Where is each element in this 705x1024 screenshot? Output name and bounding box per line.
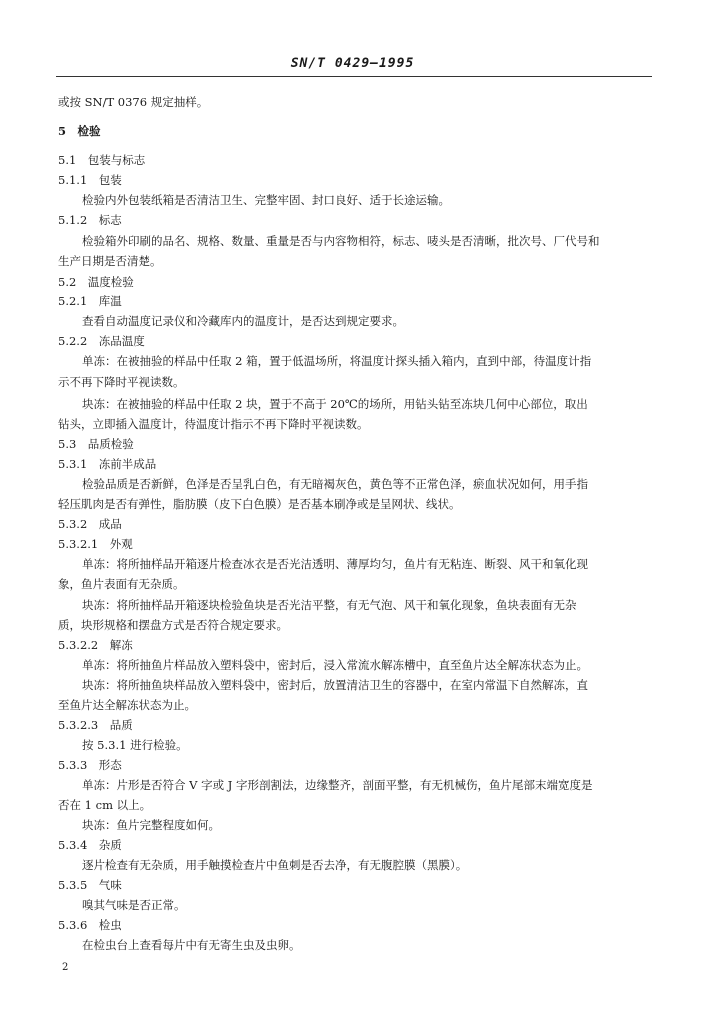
section-heading: 5.3.3 形态 bbox=[58, 758, 122, 772]
text-line: 块冻：将所抽鱼块样品放入塑料袋中，密封后，放置清洁卫生的容器中，在室内常温下自然解冻，直 bbox=[82, 678, 588, 692]
text-line: 单冻：在被抽验的样品中任取 2 箱，置于低温场所，将温度计探头插入箱内，直到中部，待温度计指 bbox=[82, 354, 592, 368]
text-line: 在检虫台上查看每片中有无寄生虫及虫卵。 bbox=[82, 938, 301, 952]
text-line: 检验箱外印刷的品名、规格、数量、重量是否与内容物相符，标志、唛头是否清晰，批次号、厂代号和 bbox=[82, 234, 600, 248]
section-heading: 5.2.1 库温 bbox=[58, 294, 122, 308]
text-line: 否在 1 cm 以上。 bbox=[58, 798, 152, 812]
section-heading: 5.3.5 气味 bbox=[58, 878, 122, 892]
standard-code-header: SN/T 0429—1995 bbox=[290, 56, 415, 71]
section-heading: 5.3.1 冻前半成品 bbox=[58, 457, 157, 471]
text-line: 生产日期是否清楚。 bbox=[58, 254, 162, 268]
text-line: 象，鱼片表面有无杂质。 bbox=[58, 577, 185, 591]
section-heading: 5.3.4 杂质 bbox=[58, 838, 122, 852]
header-rule bbox=[56, 76, 652, 77]
page-number: 2 bbox=[62, 962, 69, 973]
text-line: 按 5.3.1 进行检验。 bbox=[82, 738, 188, 752]
section-heading: 5.3.2.3 品质 bbox=[58, 718, 133, 732]
text-line: 块冻：鱼片完整程度如何。 bbox=[82, 818, 220, 832]
text-line: 钻头，立即插入温度计，待温度计指示不再下降时平视读数。 bbox=[58, 417, 369, 431]
section-heading: 5.3.2.2 解冻 bbox=[58, 638, 133, 652]
text-line: 示不再下降时平视读数。 bbox=[58, 375, 185, 389]
section-heading: 5.3 品质检验 bbox=[58, 437, 134, 451]
text-line: 单冻：将所抽样品开箱逐片检查冰衣是否光洁透明、薄厚均匀，鱼片有无粘连、断裂、风干和氧化现 bbox=[82, 557, 588, 571]
section-heading: 5.2.2 冻品温度 bbox=[58, 334, 145, 348]
text-line: 检验内外包装纸箱是否清洁卫生、完整牢固、封口良好、适于长途运输。 bbox=[82, 193, 450, 207]
text-line: 质，块形规格和摆盘方式是否符合规定要求。 bbox=[58, 618, 288, 632]
text-line: 单冻：片形是否符合 V 字或 J 字形剖割法，边缘整齐，剖面平整，有无机械伤，鱼片尾部末端宽度是 bbox=[82, 778, 593, 792]
section-heading: 5.1.2 标志 bbox=[58, 213, 122, 227]
section-heading: 5.3.2.1 外观 bbox=[58, 537, 133, 551]
text-line: 或按 SN/T 0376 规定抽样。 bbox=[58, 95, 209, 109]
text-line: 逐片检查有无杂质，用手触摸检查片中鱼刺是否去净，有无腹腔膜（黑膜）。 bbox=[82, 858, 468, 872]
section-heading: 5.1.1 包装 bbox=[58, 173, 122, 187]
text-line: 至鱼片达全解冻状态为止。 bbox=[58, 698, 196, 712]
section-heading: 5.3.6 检虫 bbox=[58, 918, 122, 932]
text-line: 查看自动温度记录仪和冷藏库内的温度计，是否达到规定要求。 bbox=[82, 314, 404, 328]
section-heading: 5 检验 bbox=[58, 124, 101, 138]
section-heading: 5.1 包装与标志 bbox=[58, 153, 146, 167]
text-line: 嗅其气味是否正常。 bbox=[82, 898, 186, 912]
text-line: 块冻：在被抽验的样品中任取 2 块，置于不高于 20℃的场所，用钻头钻至冻块几何中心部位，取出 bbox=[82, 397, 588, 411]
text-line: 单冻：将所抽鱼片样品放入塑料袋中，密封后，浸入常流水解冻槽中，直至鱼片达全解冻状态为止。 bbox=[82, 658, 588, 672]
text-line: 检验品质是否新鲜，色泽是否呈乳白色，有无暗褐灰色，黄色等不正常色泽，瘀血状况如何，用手指 bbox=[82, 477, 588, 491]
section-heading: 5.2 温度检验 bbox=[58, 275, 134, 289]
text-line: 块冻：将所抽样品开箱逐块检验鱼块是否光洁平整，有无气泡、风干和氧化现象，鱼块表面有无杂 bbox=[82, 598, 577, 612]
text-line: 轻压肌肉是否有弹性，脂肪膜（皮下白色膜）是否基本刷净或是呈网状、线状。 bbox=[58, 497, 461, 511]
section-heading: 5.3.2 成品 bbox=[58, 517, 122, 531]
